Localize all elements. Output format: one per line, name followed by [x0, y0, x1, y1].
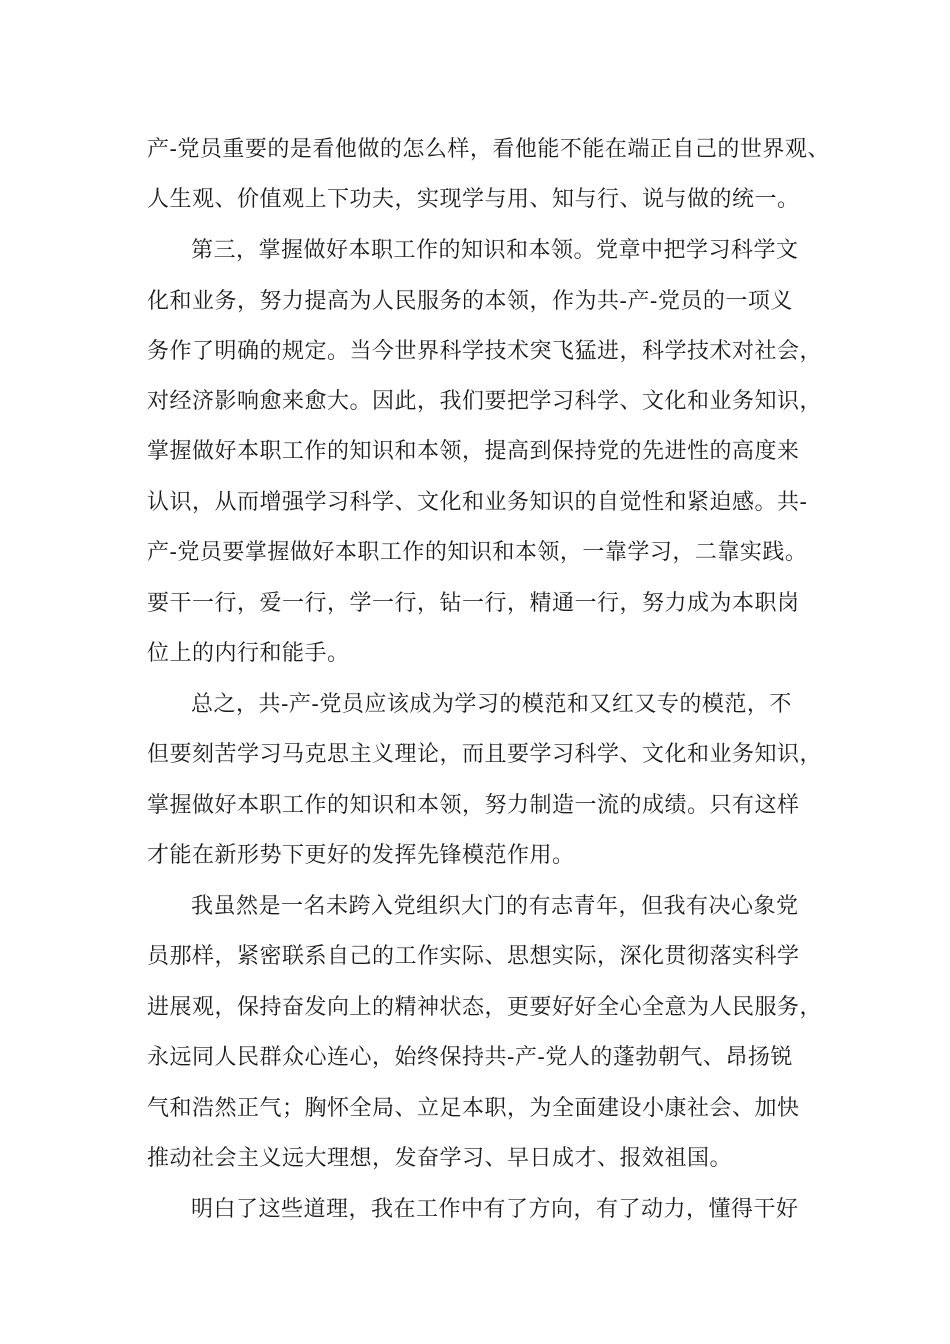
text-line: 才能在新形势下更好的发挥先锋模范作用。	[147, 843, 575, 868]
text-line: 员那样，紧密联系自己的工作实际、思想实际，深化贯彻落实科学	[147, 944, 800, 969]
text-line: 进展观，保持奋发向上的精神状态，更要好好全心全意为人民服务，	[147, 995, 823, 1020]
text-line: 对经济影响愈来愈大。因此，我们要把学习科学、文化和业务知识，	[147, 389, 823, 414]
text-line: 要干一行，爱一行，学一行，钻一行，精通一行，努力成为本职岗	[147, 591, 800, 616]
text-line: 人生观、价值观上下功夫，实现学与用、知与行、说与做的统一。	[147, 187, 800, 212]
text-line: 推动社会主义远大理想，发奋学习、早日成才、报效祖国。	[147, 1146, 733, 1171]
text-line: 气和浩然正气；胸怀全局、立足本职，为全面建设小康社会、加快	[147, 1096, 800, 1121]
text-line: 永远同人民群众心连心，始终保持共-产-党人的蓬勃朝气、昂扬锐	[147, 1045, 793, 1070]
paragraph-start-line: 总之，共-产-党员应该成为学习的模范和又红又专的模范，不	[191, 692, 792, 717]
text-line: 位上的内行和能手。	[147, 641, 350, 666]
text-line: 掌握做好本职工作的知识和本领，提高到保持党的先进性的高度来	[147, 439, 800, 464]
paragraph-start-line: 明白了这些道理，我在工作中有了方向，有了动力，懂得干好	[191, 1197, 799, 1222]
text-line: 掌握做好本职工作的知识和本领，努力制造一流的成绩。只有这样	[147, 793, 800, 818]
text-line: 认识，从而增强学习科学、文化和业务知识的自觉性和紧迫感。共-	[147, 490, 808, 515]
paragraph-start-line: 我虽然是一名未跨入党组织大门的有志青年，但我有决心象党	[191, 894, 799, 919]
paragraph-start-line: 第三，掌握做好本职工作的知识和本领。党章中把学习科学文	[191, 238, 799, 263]
text-line: 但要刻苦学习马克思主义理论，而且要学习科学、文化和业务知识，	[147, 742, 823, 767]
text-line: 务作了明确的规定。当今世界科学技术突飞猛进，科学技术对社会，	[147, 339, 823, 364]
text-line: 化和业务，努力提高为人民服务的本领，作为共-产-党员的一项义	[147, 289, 793, 314]
text-line: 产-党员重要的是看他做的怎么样，看他能不能在端正自己的世界观、	[147, 137, 830, 162]
text-line: 产-党员要掌握做好本职工作的知识和本领，一靠学习，二靠实践。	[147, 540, 808, 565]
